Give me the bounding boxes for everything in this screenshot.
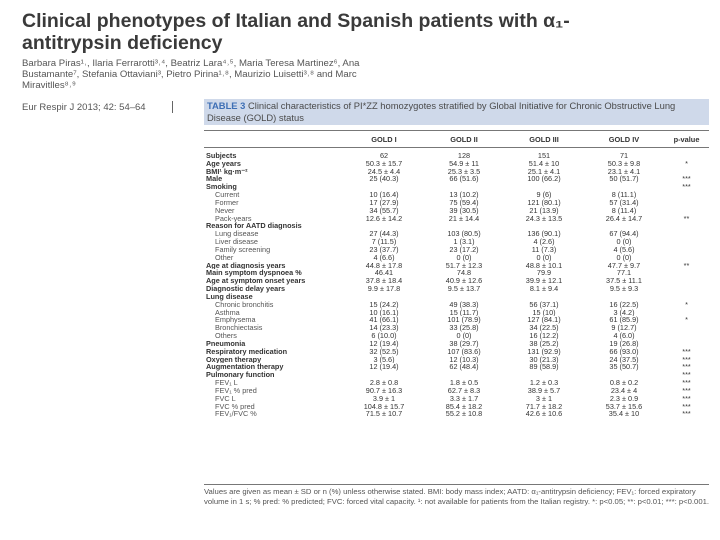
table-cell: 24.3 ± 13.5 bbox=[525, 214, 563, 223]
row-label: Former bbox=[215, 198, 239, 207]
table-header-cell: GOLD IV bbox=[608, 134, 640, 144]
table-cell: 24 (37.5) bbox=[609, 355, 639, 364]
row-label: FEV₁ % pred bbox=[215, 386, 257, 395]
table-cell: 46.41 bbox=[374, 269, 394, 278]
row-label: Never bbox=[215, 206, 235, 215]
row-label: Bronchiectasis bbox=[215, 324, 263, 333]
table-cell: 136 (90.1) bbox=[527, 230, 561, 239]
table-cell: 107 (83.6) bbox=[447, 347, 481, 356]
p-value-cell: *** bbox=[682, 386, 691, 395]
table-row bbox=[204, 168, 709, 176]
table-cell: 67 (94.4) bbox=[609, 230, 639, 239]
table-cell: 1.2 ± 0.3 bbox=[529, 379, 559, 387]
table-cell: 71.5 ± 10.7 bbox=[365, 410, 403, 419]
table-cell: 4 (2.6) bbox=[533, 238, 555, 246]
table-row bbox=[204, 207, 709, 215]
table-cell: 9.5 ± 9.3 bbox=[609, 285, 639, 293]
table-row bbox=[204, 293, 709, 301]
table-row bbox=[204, 191, 709, 199]
row-label: FEV₁/FVC % bbox=[215, 410, 257, 419]
table-cell: 0 (0) bbox=[456, 253, 472, 262]
table-row bbox=[204, 269, 709, 277]
table-cell: 2.3 ± 0.9 bbox=[609, 394, 639, 403]
table-footnote: Values are given as mean ± SD or n (%) unless otherwise stated. BMI: body mass index; AATD: α₁-antitrypsin deficiency; FEV₁: forced expiratory volume in 1 s; % pred: % predicted; FVC: forced vital capacity. ¹: not available for patients from the Italian registry. *: p<0.05; **: p<0.01; ***: p<0.001. bbox=[204, 487, 710, 506]
table-cell: 37.5 ± 11.1 bbox=[606, 277, 642, 286]
table-cell: 3 (4.2) bbox=[613, 308, 635, 317]
table-cell: 71.7 ± 18.2 bbox=[525, 402, 563, 411]
table-cell: 4 (6.6) bbox=[373, 253, 395, 262]
row-label: Subjects bbox=[206, 152, 237, 160]
table-cell: 62 (48.4) bbox=[449, 363, 479, 372]
table-cell: 2.8 ± 0.8 bbox=[369, 379, 399, 387]
table-row bbox=[204, 356, 709, 364]
table-cell: 57 (31.4) bbox=[609, 198, 639, 207]
table-cell: 4 (6.0) bbox=[613, 332, 635, 340]
row-label: Lung disease bbox=[215, 230, 259, 239]
row-label: BMI¹ kg·m⁻² bbox=[206, 167, 248, 176]
table-cell: 3.3 ± 1.7 bbox=[449, 394, 479, 403]
table-cell: 39.9 ± 12.1 bbox=[525, 277, 563, 286]
table-cell: 25 (40.3) bbox=[369, 175, 399, 184]
table-row bbox=[204, 277, 709, 285]
table-row bbox=[204, 371, 709, 379]
table-cell: 23.1 ± 4.1 bbox=[607, 167, 641, 176]
table-cell: 11 (7.3) bbox=[531, 245, 557, 254]
clinical-characteristics-table bbox=[204, 130, 709, 418]
p-value-cell: ** bbox=[683, 261, 690, 270]
journal-citation: Eur Respir J 2013; 42: 54–64 bbox=[22, 102, 146, 113]
table-cell: 42.6 ± 10.6 bbox=[525, 410, 563, 419]
table-cell: 12 (19.4) bbox=[369, 339, 399, 348]
p-value-cell bbox=[664, 340, 709, 348]
row-label: Family screening bbox=[215, 245, 271, 254]
table-cell: 14 (23.3) bbox=[369, 324, 399, 333]
table-cell: 32 (52.5) bbox=[369, 347, 399, 356]
table-cell: 16 (12.2) bbox=[529, 332, 559, 340]
row-label: Oxygen therapy bbox=[206, 355, 262, 364]
table-cell: 71 bbox=[619, 152, 629, 160]
table-cell: 9.9 ± 17.8 bbox=[367, 285, 401, 293]
p-value-cell: *** bbox=[682, 355, 691, 364]
table-row bbox=[204, 363, 709, 371]
table-cell: 90.7 ± 16.3 bbox=[365, 386, 403, 395]
row-label: FVC L bbox=[215, 394, 236, 403]
table-header-cell bbox=[204, 131, 344, 148]
table-cell: 0 (0) bbox=[616, 253, 632, 262]
table-cell: 15 (10) bbox=[532, 308, 556, 317]
row-label: Reason for AATD diagnosis bbox=[206, 222, 302, 231]
table-cell: 25.3 ± 3.5 bbox=[447, 167, 481, 176]
table-row bbox=[204, 332, 709, 340]
table-cell: 79.9 bbox=[536, 269, 552, 278]
table-cell: 100 (66.2) bbox=[527, 175, 561, 184]
p-value-cell bbox=[664, 293, 709, 301]
table-cell: 66 (51.6) bbox=[449, 175, 479, 184]
table-cell: 3 ± 1 bbox=[535, 394, 553, 403]
table-cell: 15 (24.2) bbox=[369, 300, 399, 309]
table-cell bbox=[584, 371, 664, 379]
table-cell: 61 (85.9) bbox=[609, 316, 639, 325]
table-row bbox=[204, 160, 709, 168]
table-cell: 9.5 ± 13.7 bbox=[447, 285, 481, 293]
table-cell bbox=[344, 183, 424, 191]
table-cell: 10 (16.1) bbox=[369, 308, 399, 317]
p-value-cell: * bbox=[685, 159, 688, 168]
table-row bbox=[204, 285, 709, 293]
p-value-cell: * bbox=[685, 300, 688, 309]
table-cell: 75 (59.4) bbox=[449, 198, 479, 207]
p-value-cell bbox=[664, 254, 709, 262]
table-cell: 0.8 ± 0.2 bbox=[609, 379, 639, 387]
table-cell: 47.7 ± 9.7 bbox=[607, 261, 641, 270]
p-value-cell: *** bbox=[682, 363, 691, 372]
table-row bbox=[204, 238, 709, 246]
table-cell: 35 (50.7) bbox=[609, 363, 639, 372]
table-cell: 1.8 ± 0.5 bbox=[449, 379, 479, 387]
table-cell: 50 (51.7) bbox=[609, 175, 639, 184]
table-cell: 48.8 ± 10.1 bbox=[525, 261, 563, 270]
table-cell: 26.4 ± 14.7 bbox=[605, 214, 643, 223]
table-bottom-rule bbox=[204, 484, 709, 485]
p-value-cell: *** bbox=[682, 371, 691, 380]
table-cell: 53.7 ± 15.6 bbox=[605, 402, 643, 411]
citation-divider bbox=[172, 101, 173, 113]
table-row bbox=[204, 410, 709, 418]
p-value-cell bbox=[664, 230, 709, 238]
table-cell: 101 (78.9) bbox=[447, 316, 481, 325]
table-row bbox=[204, 230, 709, 238]
p-value-cell: *** bbox=[682, 347, 691, 356]
table-cell: 3.9 ± 1 bbox=[372, 394, 396, 403]
table-cell: 0 (0) bbox=[456, 332, 472, 340]
row-label: Main symptom dyspnoea % bbox=[206, 269, 302, 278]
table-cell bbox=[424, 371, 504, 379]
row-label: Liver disease bbox=[215, 238, 258, 246]
table-cell: 50.3 ± 9.8 bbox=[607, 159, 641, 168]
p-value-cell bbox=[664, 238, 709, 246]
table-cell: 35.4 ± 10 bbox=[608, 410, 640, 419]
table-cell bbox=[344, 371, 424, 379]
p-value-cell: ** bbox=[683, 214, 690, 223]
table-header-row bbox=[204, 131, 709, 148]
table-row bbox=[204, 175, 709, 183]
table-cell: 8.1 ± 9.4 bbox=[529, 285, 559, 293]
table-row bbox=[204, 301, 709, 309]
row-label: FEV₁ L bbox=[215, 379, 238, 387]
table-cell bbox=[584, 293, 664, 301]
table-cell: 23 (37.7) bbox=[369, 245, 399, 254]
row-label: Emphysema bbox=[215, 316, 256, 325]
table-cell: 34 (22.5) bbox=[529, 324, 559, 333]
table-cell: 13 (10.2) bbox=[449, 191, 479, 199]
table-cell: 27 (44.3) bbox=[369, 230, 399, 239]
table-cell: 1 (3.1) bbox=[453, 238, 475, 246]
table-cell: 8 (11.4) bbox=[611, 206, 637, 215]
row-label: Lung disease bbox=[206, 292, 253, 301]
table-cell: 131 (92.9) bbox=[527, 347, 561, 356]
table-row bbox=[204, 316, 709, 324]
table-cell: 85.4 ± 18.2 bbox=[445, 402, 483, 411]
table-cell: 12 (10.3) bbox=[449, 355, 479, 364]
table-cell: 103 (80.5) bbox=[447, 230, 481, 239]
table-cell: 23.4 ± 4 bbox=[610, 386, 638, 395]
table-cell: 30 (21.3) bbox=[529, 355, 559, 364]
table-cell bbox=[424, 293, 504, 301]
table-cell: 12.6 ± 14.2 bbox=[365, 214, 403, 223]
table-row bbox=[204, 199, 709, 207]
table-cell: 89 (58.9) bbox=[529, 363, 559, 372]
p-value-cell bbox=[664, 277, 709, 285]
table-cell: 19 (26.8) bbox=[609, 339, 639, 348]
table-header-cell: GOLD III bbox=[529, 134, 559, 144]
table-caption-text: Clinical characteristics of PI*ZZ homozygotes stratified by Global Initiative for Chronic Obstructive Lung Disease (GOLD) status bbox=[207, 100, 676, 123]
p-value-cell bbox=[664, 269, 709, 277]
p-value-cell: *** bbox=[682, 175, 691, 184]
table-cell: 6 (10.0) bbox=[371, 332, 397, 340]
table-row bbox=[204, 340, 709, 348]
table-row bbox=[204, 183, 709, 191]
table-row bbox=[204, 254, 709, 262]
row-label: Asthma bbox=[215, 308, 240, 317]
table-cell: 7 (11.5) bbox=[371, 238, 397, 246]
table-cell bbox=[424, 222, 504, 230]
author-list: Barbara Piras¹˒, Ilaria Ferrarotti³˒⁴, Beatriz Lara⁴˒⁵, Maria Teresa Martinez⁶, Ana Bustamante⁷, Stefania Ottaviani³, Pietro Pirina¹˒⁸, Maurizio Luisetti³˒⁸ and Marc Miravitlles⁸˒⁹ bbox=[22, 58, 360, 92]
row-label: Current bbox=[215, 191, 240, 199]
table-cell: 50.3 ± 15.7 bbox=[365, 159, 403, 168]
p-value-cell: * bbox=[685, 316, 688, 325]
table-cell: 44.8 ± 17.8 bbox=[365, 261, 403, 270]
table-cell: 33 (25.8) bbox=[449, 324, 479, 333]
row-label: Pulmonary function bbox=[206, 371, 275, 380]
table-cell: 21 (13.9) bbox=[529, 206, 559, 215]
table-cell: 38.9 ± 5.7 bbox=[527, 386, 561, 395]
p-value-cell: *** bbox=[682, 183, 691, 192]
table-cell: 40.9 ± 12.6 bbox=[445, 277, 483, 286]
p-value-cell bbox=[664, 285, 709, 293]
p-value-cell bbox=[664, 222, 709, 230]
p-value-cell: *** bbox=[682, 379, 691, 387]
table-cell: 0 (0) bbox=[536, 253, 552, 262]
row-label: Respiratory medication bbox=[206, 347, 288, 356]
p-value-cell bbox=[664, 168, 709, 176]
table-cell: 9 (6) bbox=[536, 191, 552, 199]
table-cell: 8 (11.1) bbox=[611, 191, 637, 199]
table-cell: 41 (66.1) bbox=[369, 316, 399, 325]
table-cell: 21 ± 14.4 bbox=[448, 214, 480, 223]
p-value-cell: *** bbox=[682, 402, 691, 411]
row-label: FVC % pred bbox=[215, 402, 255, 411]
table-cell: 128 bbox=[457, 152, 471, 160]
p-value-cell bbox=[664, 324, 709, 332]
table-cell: 39 (30.5) bbox=[449, 206, 479, 215]
p-value-cell bbox=[664, 191, 709, 199]
p-value-cell bbox=[664, 332, 709, 340]
row-label: Augmentation therapy bbox=[206, 363, 284, 372]
p-value-cell bbox=[664, 152, 709, 160]
table-cell: 16 (22.5) bbox=[609, 300, 639, 309]
table-cell: 24.5 ± 4.4 bbox=[367, 167, 401, 176]
p-value-cell: *** bbox=[682, 394, 691, 403]
table-cell: 49 (38.3) bbox=[449, 300, 479, 309]
table-cell: 3 (5.6) bbox=[373, 355, 395, 364]
table-cell: 62.7 ± 8.3 bbox=[447, 386, 481, 395]
table-row bbox=[204, 395, 709, 403]
row-label: Smoking bbox=[206, 183, 237, 192]
table-cell: 151 bbox=[537, 152, 551, 160]
table-cell bbox=[424, 183, 504, 191]
table-cell: 62 bbox=[379, 152, 389, 160]
table-cell: 0 (0) bbox=[616, 238, 632, 246]
row-label: Pack-years bbox=[215, 214, 252, 223]
table-row bbox=[204, 152, 709, 160]
table-row bbox=[204, 387, 709, 395]
table-cell bbox=[504, 222, 584, 230]
table-cell: 51.4 ± 10 bbox=[528, 159, 560, 168]
table-cell bbox=[584, 183, 664, 191]
row-label: Age at diagnosis years bbox=[206, 261, 286, 270]
table-row bbox=[204, 324, 709, 332]
table-cell: 38 (29.7) bbox=[449, 339, 479, 348]
table-cell: 66 (93.0) bbox=[609, 347, 639, 356]
table-cell: 15 (11.7) bbox=[449, 308, 479, 317]
table-cell: 12 (19.4) bbox=[369, 363, 399, 372]
table-row bbox=[204, 309, 709, 317]
table-cell: 10 (16.4) bbox=[369, 191, 399, 199]
p-value-cell: *** bbox=[682, 410, 691, 419]
table-row bbox=[204, 348, 709, 356]
table-row bbox=[204, 246, 709, 254]
row-label: Pneumonia bbox=[206, 339, 246, 348]
table-caption bbox=[204, 99, 709, 125]
p-value-cell bbox=[664, 246, 709, 254]
table-header-cell: p-value bbox=[673, 134, 700, 144]
p-value-cell bbox=[664, 309, 709, 317]
table-cell: 4 (5.6) bbox=[613, 245, 635, 254]
table-cell: 74.8 bbox=[456, 269, 472, 278]
row-label: Age years bbox=[206, 159, 241, 168]
table-cell: 37.8 ± 18.4 bbox=[365, 277, 403, 286]
table-row bbox=[204, 403, 709, 411]
table-cell: 104.8 ± 15.7 bbox=[363, 402, 405, 411]
row-label: Others bbox=[215, 332, 237, 340]
paper-title: Clinical phenotypes of Italian and Spanish patients with α₁-antitrypsin deficiency bbox=[22, 10, 570, 54]
table-cell: 17 (27.9) bbox=[369, 198, 399, 207]
table-cell bbox=[504, 293, 584, 301]
table-cell: 55.2 ± 10.8 bbox=[445, 410, 483, 419]
table-cell: 38 (25.2) bbox=[529, 339, 559, 348]
table-cell: 51.7 ± 12.3 bbox=[445, 261, 483, 270]
table-cell: 9 (12.7) bbox=[611, 324, 637, 333]
row-label: Chronic bronchitis bbox=[215, 300, 274, 309]
table-cell bbox=[504, 183, 584, 191]
table-cell bbox=[584, 222, 664, 230]
p-value-cell bbox=[664, 207, 709, 215]
table-cell bbox=[504, 371, 584, 379]
p-value-cell bbox=[664, 199, 709, 207]
row-label: Other bbox=[215, 253, 234, 262]
table-row bbox=[204, 262, 709, 270]
table-cell: 56 (37.1) bbox=[529, 300, 559, 309]
table-row bbox=[204, 379, 709, 387]
table-cell: 121 (80.1) bbox=[527, 198, 561, 207]
table-header-cell: GOLD I bbox=[371, 134, 397, 144]
row-label: Diagnostic delay years bbox=[206, 285, 286, 293]
table-row bbox=[204, 215, 709, 223]
row-label: Male bbox=[206, 175, 223, 184]
table-cell: 127 (84.1) bbox=[527, 316, 561, 325]
table-body bbox=[204, 148, 709, 419]
row-label: Age at symptom onset years bbox=[206, 277, 306, 286]
table-cell: 23 (17.2) bbox=[449, 245, 479, 254]
table-cell: 34 (55.7) bbox=[369, 206, 399, 215]
table-cell bbox=[344, 293, 424, 301]
table-header-cell: GOLD II bbox=[450, 134, 478, 144]
table-row bbox=[204, 222, 709, 230]
table-cell: 54.9 ± 11 bbox=[449, 159, 479, 168]
table-caption-label: TABLE 3 bbox=[207, 100, 246, 111]
table-cell: 25.1 ± 4.1 bbox=[527, 167, 561, 176]
table-cell bbox=[344, 222, 424, 230]
table-cell: 77.1 bbox=[616, 269, 632, 278]
